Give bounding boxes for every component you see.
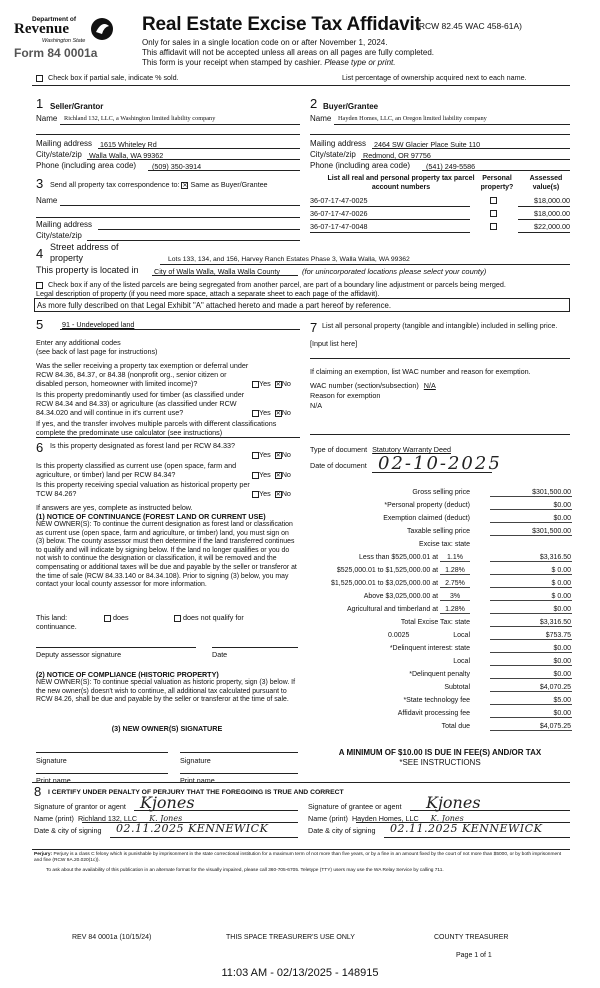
personal-property-text: List all personal property (tangible and intangible) included in selling price. (322, 321, 558, 330)
wa-seal-icon (90, 16, 114, 42)
q2-no-checkbox[interactable]: ✕ (275, 410, 281, 417)
street-label-1: Street address of (50, 242, 119, 252)
deputy-date-label: Date (212, 650, 228, 659)
fee-value[interactable]: $301,500.00 (490, 489, 572, 497)
does-not-label: does not qualify for (183, 613, 244, 622)
grantee-name[interactable]: Hayden Homes, LLC (351, 814, 419, 823)
legal-description: As more fully described on that Legal Exhibit "A" attached hereto and made a part hereof by reference. (37, 301, 392, 310)
location-note: (for unincorporated locations please select your county) (302, 267, 487, 276)
section-6-number: 6 (36, 440, 44, 455)
owner-sig-label-2: Signature (180, 756, 211, 765)
corr-city-label: City/state/zip (36, 231, 82, 240)
compliance-text: NEW OWNER(S): To continue special valuation as historic property, sign (3) below. If the new owner(s) doesn't wish to continue, all additional tax calculated pursuant to RCW 84.26, shall be due and payable by the seller or transferor at the time of sale. (36, 679, 296, 704)
fee-label: Local (453, 632, 470, 639)
legal-desc-label: Legal description of property (if you need more space, attach a separate sheet to each page of the affidavit). (36, 289, 380, 298)
seller-name-label: Name (36, 114, 58, 123)
s6q1-no-checkbox[interactable]: ✕ (275, 452, 281, 459)
county-treasurer-label: COUNTY TREASURER (434, 934, 509, 941)
assessed-value[interactable]: $18,000.00 (534, 196, 570, 205)
tier-label: Agricultural and timberland at (346, 606, 439, 613)
no-label: No (281, 470, 291, 479)
owner-sig-label: Signature (36, 756, 67, 765)
answers-note: If answers are yes, complete as instructed below. (36, 503, 193, 512)
tax-tier-row (300, 593, 572, 604)
grantee-sig-label: Signature of grantee or agent (308, 802, 402, 811)
section-2-title: Buyer/Grantee (323, 102, 379, 111)
tier-rate: 1.28% (440, 567, 470, 575)
fee-label: *Personal property (deduct) (384, 502, 470, 509)
does-not-option (174, 613, 244, 622)
s6q3-yes-checkbox[interactable] (252, 491, 259, 498)
tax-tier-row (300, 580, 572, 591)
see-instructions: *SEE INSTRUCTIONS (399, 758, 481, 767)
seller-city[interactable]: Walla Walla, WA 99362 (89, 151, 164, 160)
seller-phone[interactable]: (509) 350-3914 (152, 162, 202, 171)
fee-value[interactable]: $ 0.00 (490, 580, 572, 588)
perjury-text: Perjury is a class C felony which is punishable by imprisonment in the state correctional institution for a maximum term of not more than five years, or by a fine in an amount fixed by the court of not more than $5000, or by both imprisonment and fine (RCW 9A.20.020(1c)). (34, 852, 562, 863)
perjury-label: Perjury: (34, 852, 53, 857)
fee-value[interactable]: $753.75 (490, 632, 572, 640)
assessed-value[interactable]: $22,000.00 (534, 222, 570, 231)
grantee-name-label: Name (print) (308, 814, 348, 823)
same-as-buyer-checkbox[interactable]: ✕ (182, 182, 188, 189)
form-rcw: (RCW 82.45 WAC 458-61A) (416, 21, 522, 31)
fee-row (300, 723, 572, 734)
fee-label: Taxable selling price (406, 528, 470, 535)
fee-value[interactable]: $0.00 (490, 645, 572, 653)
fee-value[interactable]: $3,316.50 (490, 554, 572, 562)
fee-label: Subtotal (444, 684, 470, 691)
agency-line3: Washington State (42, 38, 86, 44)
fee-value[interactable]: $0.00 (490, 606, 572, 614)
grantor-date-label: Date & city of signing (34, 826, 102, 835)
fee-value[interactable]: $4,075.25 (490, 723, 572, 731)
s6q2-answer (252, 470, 291, 479)
tier-rate: 1.1% (440, 554, 470, 562)
yes-label: Yes (259, 470, 271, 479)
certification-heading: I CERTIFY UNDER PENALTY OF PERJURY THAT THE FOREGOING IS TRUE AND CORRECT (48, 789, 344, 796)
historic-question: Is this property receiving special valuation as historical property per TCW 84.26? (36, 480, 250, 498)
cashier-stamp: 11:03 AM - 02/13/2025 - 148915 (221, 967, 379, 979)
fee-label: Local (453, 658, 470, 665)
does-not-checkbox[interactable] (174, 615, 181, 622)
grantee-date-label: Date & city of signing (308, 826, 376, 835)
fee-label: Exemption claimed (deduct) (383, 515, 470, 522)
section-8-number: 8 (34, 784, 42, 799)
fee-label: *State technology fee (403, 697, 470, 704)
fee-row (300, 528, 572, 539)
does-label: does (113, 613, 129, 622)
section-2-number: 2 (310, 96, 318, 111)
grantor-name[interactable]: Richland 132, LLC (77, 814, 138, 823)
partial-sale-label: Check box if partial sale, indicate % sold. (48, 73, 179, 82)
grantee-name-handwritten: K. Jones (430, 814, 464, 823)
s6q1-answer (252, 450, 291, 459)
yes-label: Yes (259, 450, 271, 459)
fee-label: *Delinquent penalty (409, 671, 470, 678)
continuance-label: continuance. (36, 622, 77, 631)
wac-row (310, 381, 436, 390)
fee-value[interactable]: $4,070.25 (490, 684, 572, 692)
form-number: Form 84 0001a (14, 46, 98, 60)
deputy-sig-label: Deputy assessor signature (36, 650, 122, 659)
fee-row (300, 632, 572, 643)
buyer-city[interactable]: Redmond, OR 97756 (363, 151, 431, 160)
q2-yes-checkbox[interactable] (252, 410, 259, 417)
personal-col-header: Personal property? (480, 175, 514, 191)
buyer-name[interactable]: Hayden Homes, LLC, an Oregon limited liability company (338, 115, 487, 122)
buyer-phone-label: Phone (including area code) (310, 161, 411, 170)
no-label: No (281, 489, 291, 498)
fee-label: Affidavit processing fee (397, 710, 470, 717)
parcel-number[interactable]: 36-07-17-47-0048 (310, 222, 368, 231)
seller-phone-label: Phone (including area code) (36, 161, 137, 170)
corr-mail-label: Mailing address (36, 220, 93, 229)
corr-name-label: Name (36, 196, 58, 205)
forest-question: Is this property designated as forest land per RCW 84.33? (50, 441, 235, 450)
continuance-heading: (1) NOTICE OF CONTINUANCE (FOREST LAND OR CURRENT USE) (36, 512, 266, 521)
fee-label: Gross selling price (412, 489, 470, 496)
parcel-number[interactable]: 36-07-17-47-0026 (310, 209, 368, 218)
fee-value[interactable]: $0.00 (490, 502, 572, 510)
fee-row (300, 541, 572, 552)
location-value[interactable]: City of Walla Walla, Walla Walla County (154, 267, 280, 276)
fee-value[interactable]: $0.00 (490, 710, 572, 718)
fee-row (300, 645, 572, 656)
section-1-title: Seller/Grantor (50, 102, 104, 111)
owner-print-label: Print name (36, 776, 71, 785)
fee-row (300, 710, 572, 721)
tier-label: $1,525,000.01 to $3,025,000.00 at (331, 580, 439, 587)
buyer-mail[interactable]: 2464 SW Glacier Place Suite 110 (374, 140, 481, 149)
wac-label: WAC number (section/subsection) (310, 381, 419, 390)
section-5-number: 5 (36, 317, 44, 332)
partial-sale-row (36, 73, 179, 82)
partial-sale-checkbox[interactable] (36, 75, 43, 82)
fee-label: Total Excise Tax: state (400, 619, 470, 626)
no-label: No (281, 379, 291, 388)
personal-property-checkbox[interactable] (490, 223, 497, 230)
continuance-text: NEW OWNER(S): To continue the current designation as forest land or classification as current use (open space, farm and agriculture, or timber) land, you must sign on (3) below. The county assessor must then determine if the land transferred continues to qualify and will indicate by signing below. If the land no longer qualifies or you do not wish to continue the designation or classification, it will be removed and the compensating or additional taxes will be due and payable by the seller or transferor at the time of sale (RCW 84.33.140 or 84.34.108). Prior to signing (3) below, you may contact your local county assessor for more information. (36, 521, 297, 589)
fee-row (300, 489, 572, 500)
perjury-notice (34, 852, 568, 864)
minimum-fee-note: A MINIMUM OF $10.00 IS DUE IN FEE(S) AND/OR TAX (338, 748, 542, 757)
grantor-date-city[interactable]: 02.11.2025 KENNEWICK (116, 822, 269, 835)
grantor-name-handwritten: K. Jones (149, 814, 183, 823)
local-rate[interactable]: 0.0025 (388, 632, 410, 639)
fee-value[interactable]: $3,316.50 (490, 619, 572, 627)
assessed-value[interactable]: $18,000.00 (534, 209, 570, 218)
q1-no-checkbox[interactable]: ✕ (275, 381, 281, 388)
street-address[interactable]: Lots 133, 134, and 156, Harvey Ranch Estates Phase 3, Walla Walla, WA 99362 (168, 256, 410, 263)
buyer-mail-label: Mailing address (310, 139, 367, 148)
section-7-number: 7 (310, 320, 318, 335)
header-line1: Only for sales in a single location code on or after November 1, 2024. (142, 38, 388, 47)
personal-property-checkbox[interactable] (490, 210, 497, 217)
fee-row (300, 515, 572, 526)
fee-value[interactable]: $301,500.00 (490, 528, 572, 536)
personal-property-checkbox[interactable] (490, 197, 497, 204)
no-label: No (281, 450, 291, 459)
section-1-number: 1 (36, 96, 44, 111)
agency-line2: Revenue (14, 21, 69, 37)
grantor-name-label: Name (print) (34, 814, 74, 823)
tax-tier-row (300, 606, 572, 617)
revision-label: REV 84 0001a (10/15/24) (72, 934, 152, 941)
s6q3-answer (252, 489, 291, 498)
ownership-note: List percentage of ownership acquired next to each name. (342, 73, 527, 82)
tier-label: $525,000.01 to $1,525,000.00 at (336, 567, 439, 574)
s6q2-yes-checkbox[interactable] (252, 472, 259, 479)
reason-label: Reason for exemption (310, 391, 381, 400)
segregation-label: Check box if any of the listed parcels are being segregated from another parcel, are part of a boundary line adjustment or parcels being merged. (48, 280, 506, 289)
header-line2: This affidavit will not be accepted unless all areas on all pages are fully completed. (142, 48, 435, 57)
grantee-date-city[interactable]: 02.11.2025 KENNEWICK (390, 822, 543, 835)
grantor-signature[interactable]: Kjones (140, 793, 195, 812)
parcel-col-header: List all real and personal property tax parcel account numbers (327, 175, 475, 191)
fee-label: Excise tax: state (419, 541, 470, 548)
yes-label: Yes (259, 379, 271, 388)
location-label: This property is located in (36, 265, 139, 275)
header-line3-italic: Please type or print. (324, 58, 396, 67)
no-label: No (281, 408, 291, 417)
form-title: Real Estate Excise Tax Affidavit (142, 14, 421, 35)
tax-tier-row (300, 554, 572, 565)
accessibility-notice: To ask about the availability of this publication in an alternate format for the visually impaired, please call 360-705-6705. Teletype (TTY) users may use the WA Relay Service by calling 711. (46, 868, 444, 873)
page-indicator: Page 1 of 1 (456, 952, 492, 959)
s6q2-no-checkbox[interactable]: ✕ (275, 472, 281, 479)
wac-value[interactable]: N/A (423, 381, 436, 390)
fee-value[interactable]: $5.00 (490, 697, 572, 705)
q2-answer (252, 408, 291, 417)
segregation-checkbox[interactable] (36, 282, 43, 289)
assessed-col-header: Assessed value(s) (529, 175, 563, 191)
fee-row (300, 658, 572, 669)
s6q3-no-checkbox[interactable]: ✕ (275, 491, 281, 498)
this-land-label: This land: (36, 613, 68, 622)
exemption-label: If claiming an exemption, list WAC number and reason for exemption. (310, 367, 531, 376)
tier-rate: 2.75% (440, 580, 470, 588)
section-4-number: 4 (36, 246, 44, 261)
tier-label: Above $3,025,000.00 at (363, 593, 439, 600)
doc-date-label: Date of document (310, 461, 367, 470)
fee-value[interactable]: $ 0.00 (490, 567, 572, 575)
q1-answer (252, 379, 291, 388)
does-checkbox[interactable] (104, 615, 111, 622)
exemption-question: Was the seller receiving a property tax exemption or deferral under RCW 84.36, 84.37, or 84.38 (nonprofit org., senior citizen or disabled person, homeowner with limited income)? (36, 361, 249, 388)
fee-label: Total due (441, 723, 470, 730)
doc-date-value[interactable]: 02-10-2025 (378, 453, 502, 474)
seller-mail[interactable]: 1615 Whiteley Rd (100, 140, 157, 149)
tier-rate: 1.28% (440, 606, 470, 614)
q1-yes-checkbox[interactable] (252, 381, 259, 388)
doc-type-value[interactable]: Statutory Warranty Deed (372, 445, 451, 454)
tier-label: Less than $525,000.01 at (359, 554, 439, 561)
fee-value[interactable]: $0.00 (490, 671, 572, 679)
agency-line1: Department of (32, 16, 77, 23)
tier-rate: 3% (440, 593, 470, 601)
fee-value[interactable]: $ 0.00 (490, 593, 572, 601)
seller-name[interactable]: Richland 132, LLC, a Washington limited liability company (64, 115, 216, 122)
owner-print-label-2: Print name (180, 776, 215, 785)
seller-mail-label: Mailing address (36, 139, 93, 148)
yes-label: Yes (259, 489, 271, 498)
buyer-name-label: Name (310, 114, 332, 123)
fee-row (300, 619, 572, 630)
segregation-row (36, 280, 576, 289)
buyer-city-label: City/state/zip (310, 150, 356, 159)
agency-logo (10, 16, 122, 64)
legal-description-box[interactable] (34, 298, 570, 312)
header-line3 (142, 58, 395, 67)
street-label-2: property (50, 253, 84, 263)
tax-tier-row (300, 567, 572, 578)
yes-label: Yes (259, 408, 271, 417)
section-3-text (50, 180, 268, 189)
seller-city-label: City/state/zip (36, 150, 82, 159)
new-owner-sig-heading: (3) NEW OWNER(S) SIGNATURE (111, 724, 223, 733)
grantor-sig-label: Signature of grantor or agent (34, 802, 126, 811)
fee-value[interactable]: $0.00 (490, 515, 572, 523)
reason-value[interactable]: N/A (310, 401, 322, 410)
fee-value[interactable]: $0.00 (490, 658, 572, 666)
fee-row (300, 684, 572, 695)
s6q1-yes-checkbox[interactable] (252, 452, 259, 459)
doc-type-label: Type of document (310, 445, 368, 454)
header-line3-text: This form is your receipt when stamped by cashier. (142, 58, 323, 67)
section-3-number: 3 (36, 176, 44, 191)
personal-property-input[interactable]: [Input list here] (310, 339, 358, 348)
timber-question: Is this property predominantly used for timber (as classified under RCW 84.34 and 84.33) or agriculture (as classified under RCW 84.34.020 and will continue in it's current use? (36, 390, 245, 417)
fee-row (300, 697, 572, 708)
multiple-parcels-note: If yes, and the transfer involves multiple parcels with different classifications complete the predominate use calculator (see instructions) (36, 419, 277, 437)
land-use-code[interactable]: 91 - Undeveloped land (62, 320, 135, 329)
parcel-number[interactable]: 36-07-17-47-0025 (310, 196, 368, 205)
correspondence-label: Send all property tax correspondence to: (50, 180, 180, 189)
same-as-buyer-label: Same as Buyer/Grantee (190, 180, 268, 189)
fee-row (300, 671, 572, 682)
additional-codes-label: Enter any additional codes (36, 338, 121, 347)
additional-codes-note: (see back of last page for instructions) (36, 347, 158, 356)
current-use-question: Is this property classified as current use (open space, farm and agriculture, or timber) land per RCW 84.34? (36, 461, 237, 479)
buyer-phone[interactable]: (541) 249-5586 (426, 162, 476, 171)
compliance-heading: (2) NOTICE OF COMPLIANCE (HISTORIC PROPERTY) (36, 670, 219, 679)
grantee-signature[interactable]: Kjones (426, 793, 481, 812)
treasurer-use-label: THIS SPACE TREASURER'S USE ONLY (226, 934, 355, 941)
fee-row (300, 502, 572, 513)
does-option (104, 613, 129, 622)
fee-label: *Delinquent interest: state (389, 645, 470, 652)
